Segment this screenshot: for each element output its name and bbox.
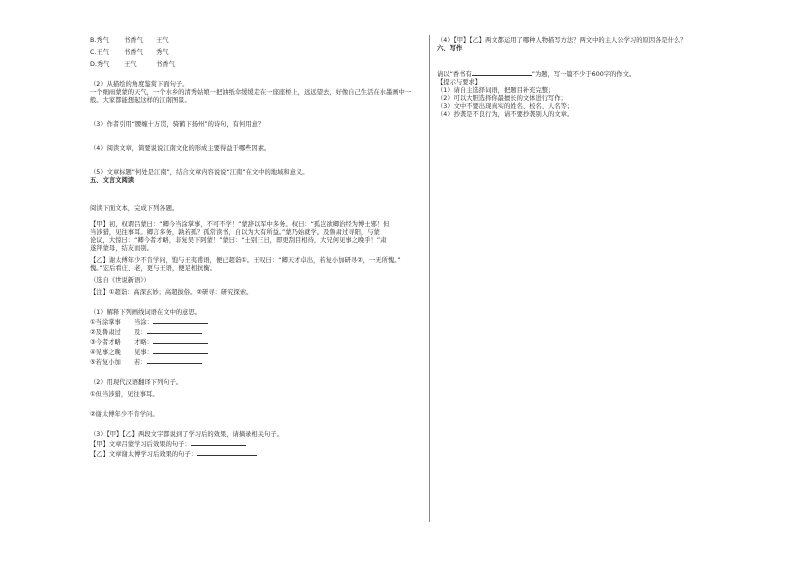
- question-5: （5）文章标题“何处是江南”，结合文章内容说说“江南”在文中的地域和意义。: [90, 169, 309, 176]
- answer-blank[interactable]: [147, 357, 202, 364]
- requirements-title: 【提示与要求】: [437, 79, 482, 86]
- column-divider: [429, 35, 430, 522]
- requirement-item: （2）可以大胆选择你最擅长的文体进行写作；: [437, 95, 567, 102]
- translate-question: （2）用现代汉语翻译下列句子。: [90, 379, 183, 386]
- excerpt-question: （3）【甲】【乙】两段文字都说到了学习后的效果，请摘录相关句子。: [90, 431, 283, 438]
- requirement-item: （1）请自主选择词语，把题目补充完整；: [437, 87, 555, 94]
- option-b: B.秀气 书香气 王气: [90, 37, 169, 44]
- passage-yi-line-2: 愧。”宏后看庄、老，更与王语，便足相抗衡。: [90, 265, 217, 272]
- section-5-heading: 五、文言文阅读: [90, 177, 135, 184]
- excerpt-answer-jia: 【甲】文章吕蒙学习后效果的句子：: [90, 439, 420, 449]
- translate-item-1: ①但当涉猎，见往事耳。: [90, 391, 159, 398]
- reading-intro: 阅读下面文本，完成下列各题。: [90, 205, 179, 212]
- section-6-heading: 六、写作: [437, 45, 463, 52]
- vocab-item: ④见事之晚 见事：: [90, 347, 420, 357]
- vocab-item: ③今者才略 才略：: [90, 337, 420, 347]
- vocab-item: ⑤若复小加 若：: [90, 357, 420, 367]
- passage-jia-line-2: 当涉猎，见往事耳。卿言多务，孰若孤？孤常读书，自以为大有所益。”蒙乃始就学。及鲁肃过寻阳，与蒙: [90, 229, 380, 236]
- question-2-text: 一个细雨蒙蒙的天气，一个水乡的清秀姑娘一把油纸伞缓缓走在一座座桥上，远远望去，好像自己生活在水墨画中一般。大家都能想起这样的江南图景。: [90, 89, 412, 104]
- answer-blank[interactable]: [197, 449, 257, 456]
- option-d: D.秀气 王气 书香气: [90, 61, 175, 68]
- vocab-item: ②及鲁肃过 及：: [90, 327, 420, 337]
- passage-note: 【注】①超诣：高深玄妙；高超拔俗。②研寻：研究探索。: [90, 289, 253, 296]
- answer-blank[interactable]: [147, 327, 202, 334]
- title-blank[interactable]: [472, 69, 532, 76]
- question-4: （4）阅读文章，简要说说江南文化的形成主要得益于哪些因素。: [90, 145, 271, 152]
- passage-jia-line-4: 遂拜蒙母，结友而别。: [90, 245, 153, 252]
- excerpt-answer-yi: 【乙】文章谢太傅学习后效果的句子：: [90, 449, 420, 459]
- passage-jia-line-3: 论议，大惊曰：“卿今者才略，非复吴下阿蒙！”蒙曰：“士别三日，即更刮目相待，大兄何见事之晚乎！”肃: [90, 237, 387, 244]
- answer-blank[interactable]: [153, 317, 208, 324]
- translate-item-2: ②谢太傅年少不肯学问。: [90, 411, 159, 418]
- right-column: [437, 37, 757, 119]
- question-3: （3）作者引用“腰缠十万贯，骑鹤下扬州”的诗句，有何用意？: [90, 121, 265, 128]
- passage-jia-line-1: 【甲】初，权谓吕蒙曰：“卿今当涂掌事，不可不学！”蒙辞以军中多务。权曰：“孤岂欲卿治经为博士邪！但: [90, 221, 390, 228]
- passage-yi-line-1: 【乙】谢太傅年少不肯学问，饱与王夷甫语，便已超诣①。王叹曰：“卿天才卓出，若复小加研寻②，一无所愧。”: [90, 257, 401, 264]
- answer-blank[interactable]: [153, 347, 208, 354]
- requirement-item: （4）抄袭是不良行为，请不要抄袭别人的文章。: [437, 111, 574, 118]
- vocab-question: （1）解释下列画线词语在文中的意思。: [90, 309, 202, 316]
- requirement-item: （3）文中不要出现真实的姓名、校名、人名等；: [437, 103, 574, 110]
- writing-prompt: 请以“香书有 ”为题，写一篇不少于600字的作文。: [437, 71, 636, 78]
- vocab-item: ①当涂掌事 当涂：: [90, 317, 420, 327]
- answer-blank[interactable]: [191, 439, 246, 446]
- answer-blank[interactable]: [153, 337, 208, 344]
- passage-source: （选自《世说新语》）: [90, 277, 150, 284]
- question-4-right: （4）【甲】【乙】两文都运用了哪种人物描写方法？两文中的主人公学习的原因各是什么？: [437, 37, 687, 44]
- option-c: C.王气 书香气 秀气: [90, 49, 169, 56]
- question-2: （2）从描绘的角度鉴赏下面句子。: [90, 81, 189, 88]
- left-column: [90, 37, 420, 459]
